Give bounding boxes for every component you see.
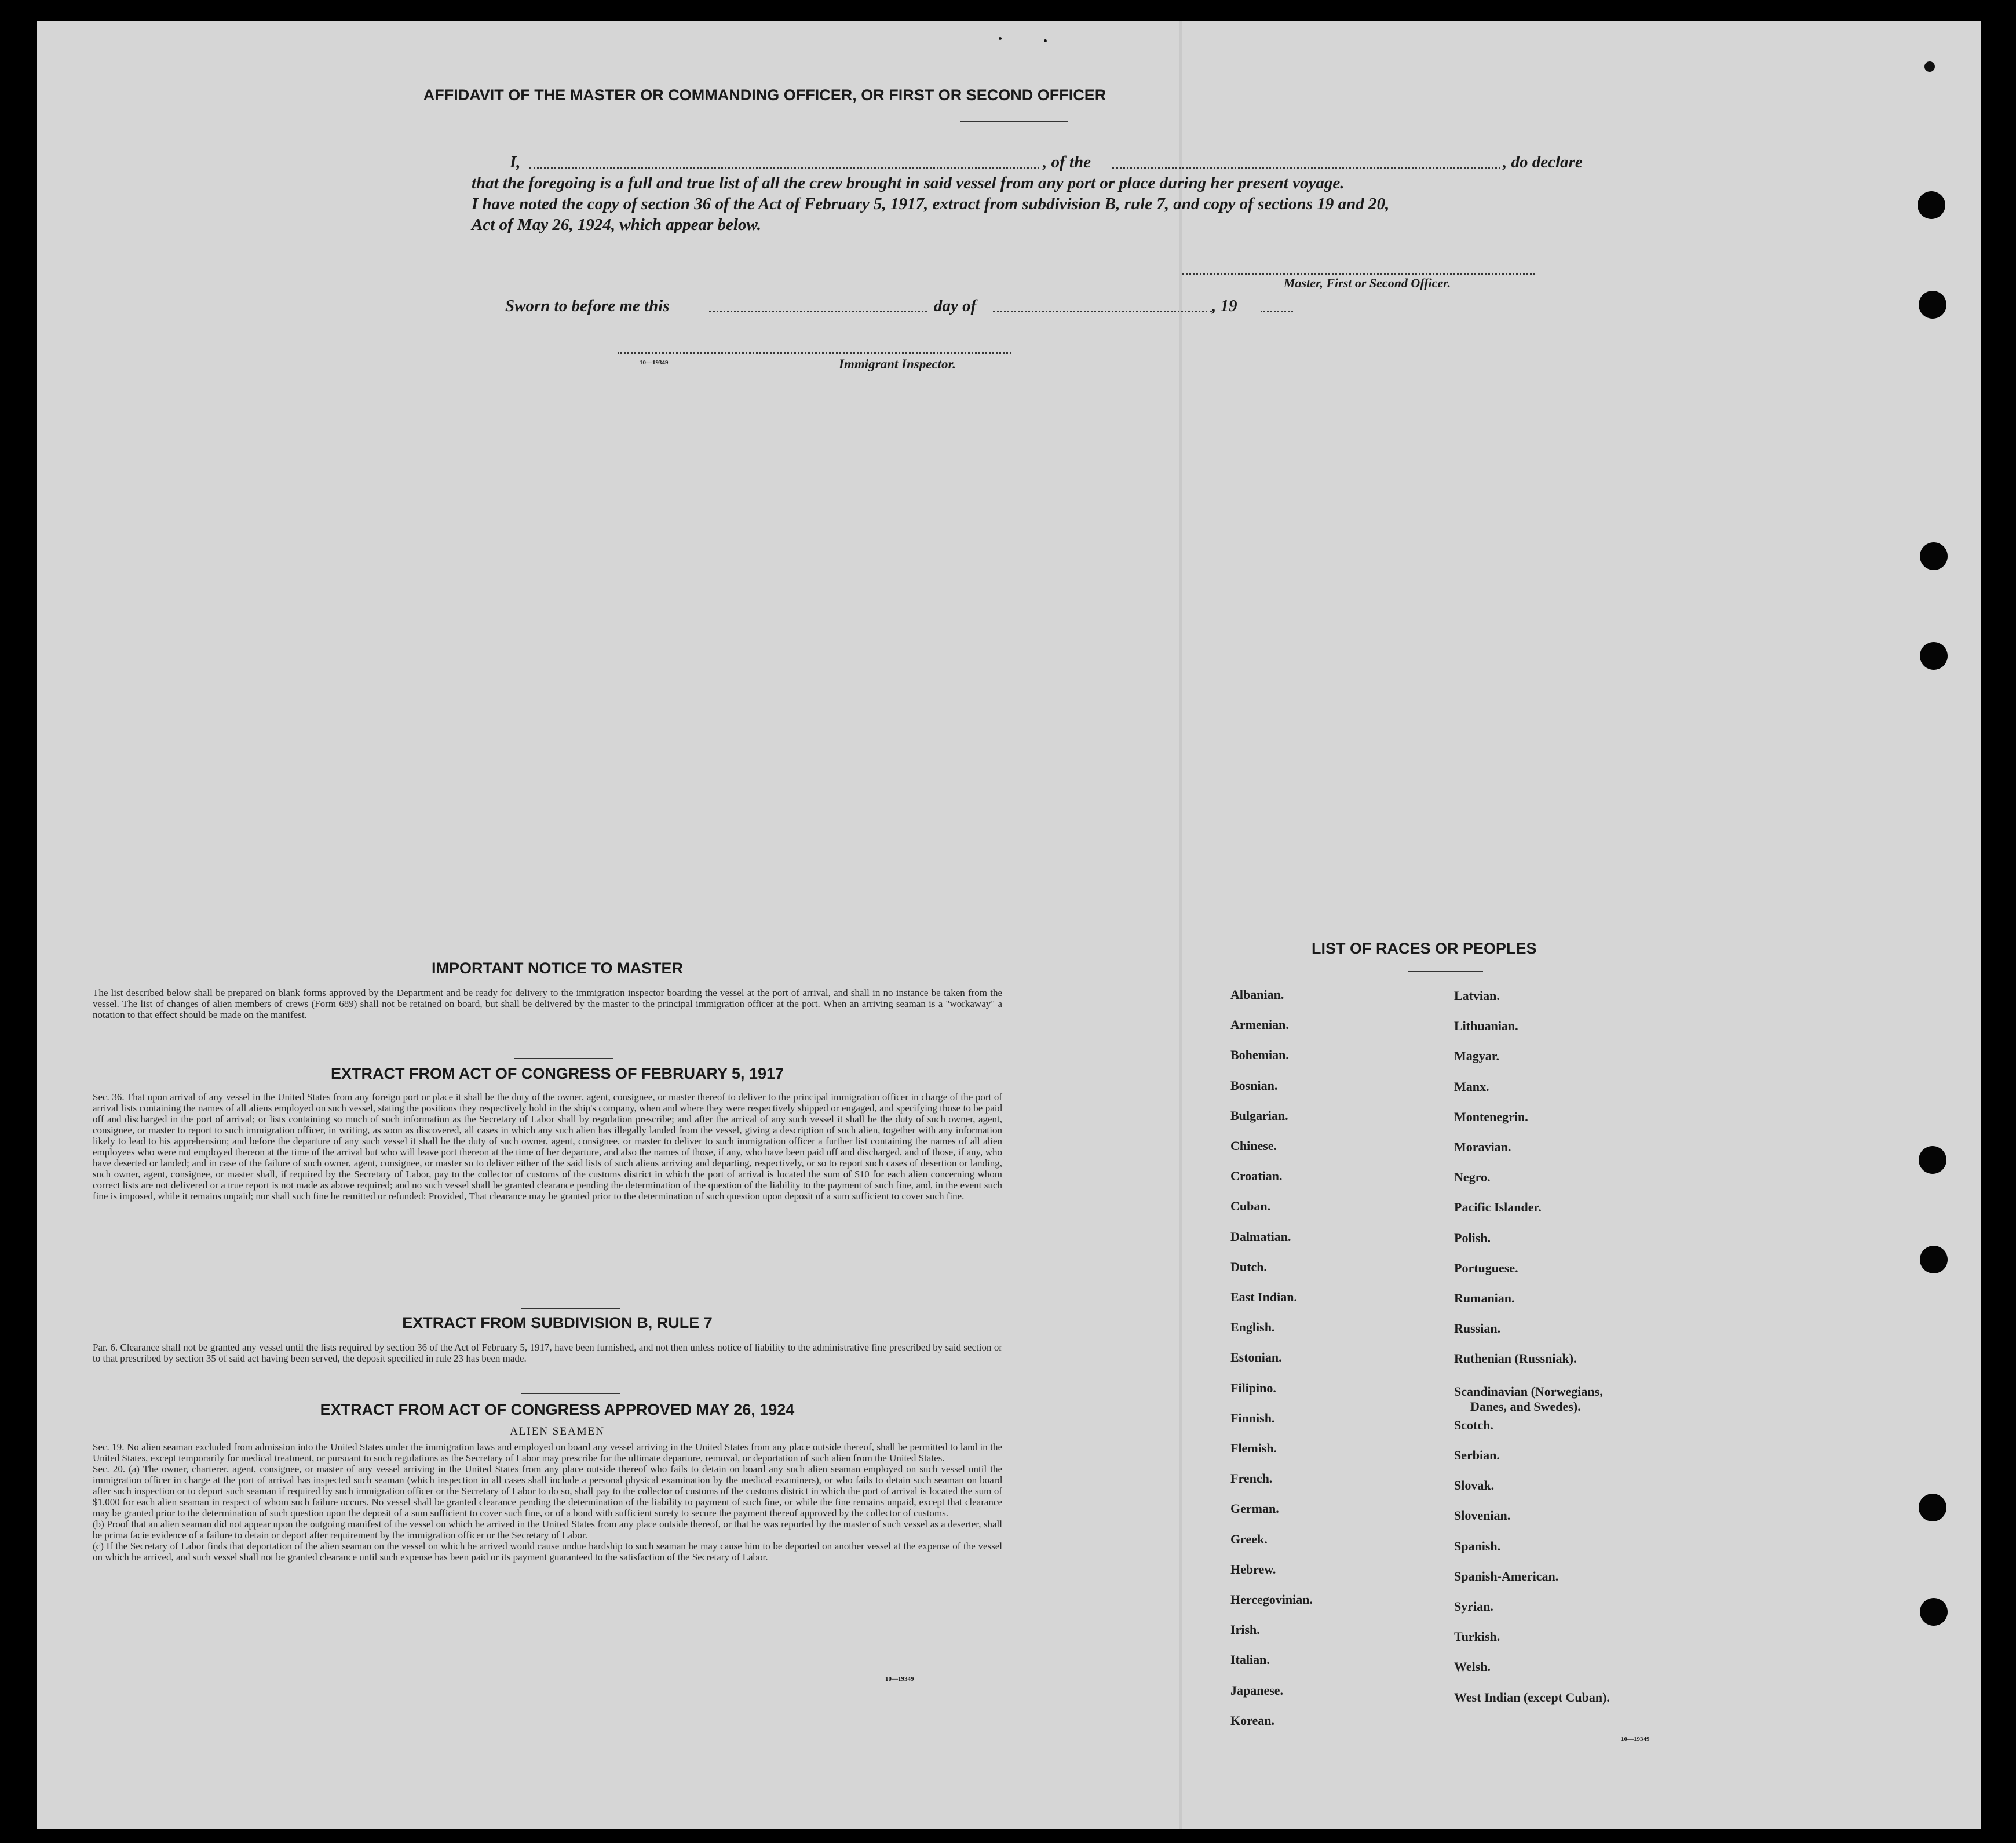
punch-hole [1919,1146,1946,1174]
race-item: Hebrew. [1230,1562,1276,1576]
race-item: Korean. [1230,1713,1274,1728]
punch-hole [1919,1494,1946,1521]
race-item: Turkish. [1454,1629,1500,1644]
notice-title: IMPORTANT NOTICE TO MASTER [432,959,683,977]
race-item: Cuban. [1230,1199,1271,1213]
inspector-label: Immigrant Inspector. [839,357,956,371]
affidavit-line-4: Act of May 26, 1924, which appear below. [472,216,761,234]
race-item: Danes, and Swedes). [1470,1399,1581,1414]
race-item: Japanese. [1230,1683,1284,1698]
notice-body: The list described below shall be prepared on blank forms approved by the Department and be ready for delivery to the immigration inspector boarding the vessel at the port of arrival, and shall in no instance be taken from the vessel. The list of changes of alien members of crews (Form 689) shall not be retained on board, but shall be delivered by the master to the principal immigration officer at the port. When an arriving seaman is a "workaway" a notation to that effect should be made on the manifest. [93,987,1002,1020]
race-item: Negro. [1454,1170,1491,1184]
race-item: Dutch. [1230,1260,1267,1274]
race-item: Hercegovinian. [1230,1592,1313,1607]
sworn-month-field[interactable] [993,311,1212,312]
race-item: Greek. [1230,1532,1268,1546]
section-rule [514,1058,613,1059]
affidavit-line-3: I have noted the copy of section 36 of the Act of February 5, 1917, extract from subdivision B, rule 7, and copy of sections 19 and 20, [472,195,1390,213]
sworn-day-field[interactable] [709,311,927,312]
race-item: Montenegrin. [1454,1110,1528,1124]
race-item: Syrian. [1454,1599,1493,1614]
form-sheet [37,21,1981,1829]
race-item: Armenian. [1230,1017,1289,1032]
race-item: Portuguese. [1454,1261,1518,1275]
race-item: Croatian. [1230,1169,1283,1183]
name-field[interactable] [529,167,1039,169]
affidavit-declare: , do declare [1503,153,1583,171]
race-item: Bohemian. [1230,1048,1289,1062]
race-item: Ruthenian (Russniak). [1454,1351,1577,1366]
affidavit-of-the: , of the [1043,153,1091,171]
punch-hole [1920,1246,1948,1273]
races-title: LIST OF RACES OR PEOPLES [1312,940,1537,957]
extract-1924-subtitle: ALIEN SEAMEN [510,1425,605,1437]
affidavit-title: AFFIDAVIT OF THE MASTER OR COMMANDING OFFICER, OR FIRST OR SECOND OFFICER [423,86,1106,104]
race-item: Slovak. [1454,1478,1495,1492]
race-item: German. [1230,1501,1279,1516]
race-item: Pacific Islander. [1454,1200,1542,1214]
punch-hole [1919,291,1946,319]
punch-hole [1920,542,1948,570]
race-item: Italian. [1230,1652,1270,1667]
extract-1924-title: EXTRACT FROM ACT OF CONGRESS APPROVED MAY 26, 1924 [320,1401,795,1418]
race-item: Latvian. [1454,988,1500,1003]
sworn-label: Sworn to before me this [505,297,670,315]
extract-rule7-body: Par. 6. Clearance shall not be granted any vessel until the lists required by section 36 of the Act of February 5, 1917, have been furnished, and not then unless notice of liability to the administrative fine prescribed by said section or to that prescribed by section 35 of said act having been served, the deposit specified in rule 23 has been made. [93,1342,1002,1364]
affidavit-line-2: that the foregoing is a full and true list of all the crew brought in said vessel from any port or place during her present voyage. [472,174,1345,192]
race-item: Albanian. [1230,987,1284,1002]
race-item: Manx. [1454,1079,1489,1094]
race-item: East Indian. [1230,1290,1297,1304]
affidavit-form-number: 10—19349 [640,359,669,366]
race-item: Lithuanian. [1454,1019,1518,1033]
race-item: Flemish. [1230,1441,1277,1455]
race-item: West Indian (except Cuban). [1454,1690,1610,1705]
affidavit-i: I, [510,153,521,171]
master-signature-field[interactable] [1182,273,1535,275]
race-item: Chinese. [1230,1138,1277,1153]
race-item: Finnish. [1230,1411,1275,1425]
race-item: Bosnian. [1230,1078,1278,1093]
race-item: Serbian. [1454,1448,1500,1462]
extract-rule7-title: EXTRACT FROM SUBDIVISION B, RULE 7 [402,1314,713,1331]
race-item: English. [1230,1320,1275,1334]
extract-1924-body: Sec. 19. No alien seaman excluded from admission into the United States under the immigration laws and employed on board any vessel arriving in the United States from any place outside thereof, shall be permitted to land in the United States, except temporarily for medical treatment, or pursuant to such regulations as the Secretary of Labor may prescribe for the ultimate departure, removal, or deportation of such alien from the United States. Sec. 20. (a) The owner, charterer, agent, consignee, or master of any vessel arriving in the United States from any place outside thereof who fails to detain on board any such alien seaman employed on such vessel until the immigration officer in charge at the port of arrival has inspected such seaman (which inspection in all cases shall include a personal physical examination by the medical examiners), or who fails to detain such seaman on board after such inspection or to deport such seaman if required by such immigration officer or the Secretary of Labor to do so, shall pay to the collector of customs of the customs district in which the port of arrival is located the sum of $1,000 for each alien seaman in respect of whom such failure occurs. No vessel shall be granted clearance pending the determination of the liability to payment of such fine, or while the fine remains unpaid, except that clearance may be granted prior to the determination of such question upon the deposit of a sum sufficient to cover such fine, or of a bond with sufficient surety to secure the payment thereof approved by the collector of customs. (b) Proof that an alien seaman did not appear upon the outgoing manifest of the vessel on which he arrived in the United States from any place outside thereof, or that he was reported by the master of such vessel as a deserter, shall be prima facie evidence of a failure to detain or deport after requirement by the immigration officer or the Secretary of Labor. (c) If the Secretary of Labor finds that deportation of the alien seaman on the vessel on which he arrived would cause undue hardship to such seaman he may cause him to be deported on another vessel at the expense of the vessel on which he arrived, and such vessel shall not be granted clearance until such expense has been paid or its payment guaranteed to the satisfaction of the Secretary of Labor. [93,1441,1002,1563]
extract-1917-title: EXTRACT FROM ACT OF CONGRESS OF FEBRUARY 5, 1917 [330,1065,784,1082]
race-item: Scotch. [1454,1418,1493,1432]
race-item: Magyar. [1454,1049,1500,1063]
ink-speck [999,37,1002,40]
race-item: Bulgarian. [1230,1108,1288,1123]
race-item: French. [1230,1471,1273,1486]
races-form-number: 10—19349 [1621,1736,1650,1743]
race-item: Spanish. [1454,1539,1501,1553]
punch-hole [1920,1598,1948,1626]
race-item: Scandinavian (Norwegians, [1454,1384,1603,1399]
master-signature-label: Master, First or Second Officer. [1284,276,1451,290]
day-of-label: day of [934,297,977,315]
race-item: Irish. [1230,1622,1260,1637]
section-rule [521,1308,620,1309]
race-item: Russian. [1454,1321,1501,1335]
race-item: Rumanian. [1454,1291,1515,1305]
extract-form-number: 10—19349 [885,1676,914,1683]
extract-1917-body: Sec. 36. That upon arrival of any vessel in the United States from any foreign port or place it shall be the duty of the owner, agent, consignee, or master thereof to deliver to the principal immigration officer in charge of the port of arrival lists containing the names of all aliens employed on such vessel, stating the positions they respectively hold in the ship's company, when and where they were respectively shipped or engaged, and specifying those to be paid off and discharged in the port of arrival; or lists containing so much of such information as the Secretary of Labor shall by regulation prescribe; and after the arrival of any such vessel it shall be the duty of such owner, agent, consignee, or master to report to such immigration officer, in writing, as soon as discovered, all cases in which any such alien has illegally landed from the vessel, giving a description of such alien, together with any information likely to lead to his apprehension; and before the departure of any such vessel it shall be the duty of such owner, agent, consignee, or master to deliver to such immigration officer a further list containing the names of all alien employees who were not employed thereon at the time of the arrival but who will leave port thereon at the time of her departure, and also the names of those, if any, who have been paid off and discharged, and of those, if any, who have deserted or landed; and in case of the failure of such owner, agent, consignee, or master so to deliver either of the said lists of such aliens arriving and departing, respectively, or so to report such cases of desertion or landing, such owner, agent, consignee, or master shall, if required by the Secretary of Labor, pay to the collector of customs of the customs district in which the port of arrival is located the sum of $10 for each alien concerning whom correct lists are not delivered or a true report is not made as above required; and no such vessel shall be granted clearance pending the determination of the question of the liability to the payment of such fine, and, in the event such fine is imposed, while it remains unpaid; nor shall such fine be remitted or refunded: Provided, That clearance may be granted prior to the determination of such question upon deposit of a sum sufficient to cover such fine. [93,1092,1002,1202]
sworn-year-field[interactable] [1261,311,1293,312]
year-label: , 19 [1212,297,1237,315]
race-item: Spanish-American. [1454,1569,1559,1583]
punch-hole [1920,642,1948,670]
page-fold [1179,21,1182,1829]
race-item: Dalmatian. [1230,1229,1291,1244]
race-item: Moravian. [1454,1140,1511,1154]
inspector-signature-field[interactable] [618,352,1011,354]
title-rule [960,121,1068,122]
race-item: Estonian. [1230,1350,1282,1364]
ink-speck [1924,61,1935,72]
ink-speck [1044,39,1047,42]
race-item: Filipino. [1230,1381,1276,1395]
vessel-field[interactable] [1112,167,1500,169]
section-rule [521,1393,620,1394]
race-item: Slovenian. [1454,1508,1511,1523]
race-item: Welsh. [1454,1659,1491,1674]
punch-hole [1918,191,1945,219]
race-item: Polish. [1454,1231,1491,1245]
races-title-rule [1408,971,1483,972]
